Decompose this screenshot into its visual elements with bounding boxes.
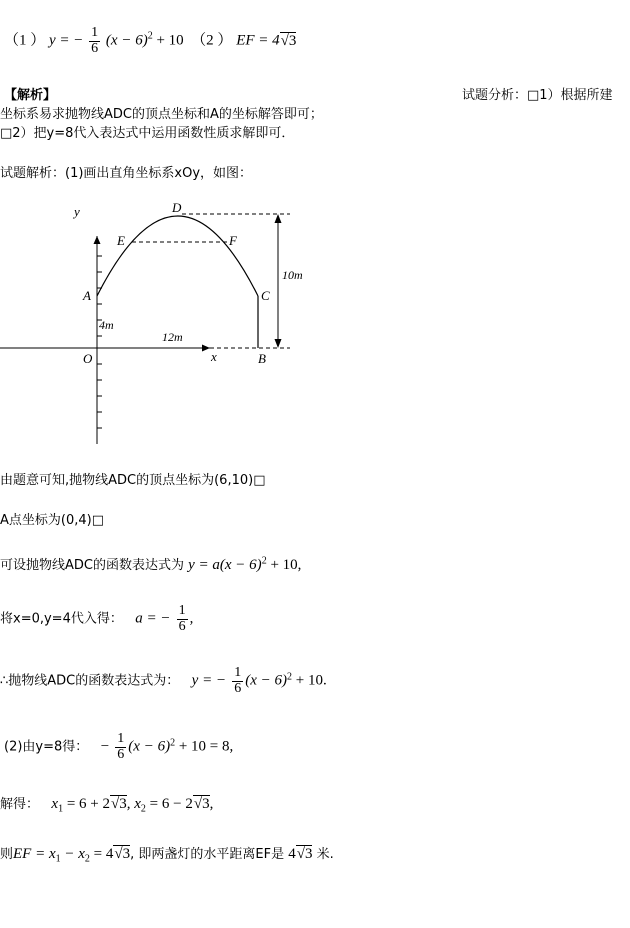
- answer-line: [4, 26, 296, 56]
- answer-part1-rhs: (x − 6): [105, 32, 148, 49]
- height-arrow-up: [275, 214, 282, 223]
- answer-part1-tail: + 10: [152, 32, 184, 49]
- x-axis-arrow: [202, 345, 210, 352]
- general-form-formula: y = a(x − 6): [188, 557, 262, 573]
- height-arrow-down: [275, 339, 282, 348]
- y-axis-arrow: [94, 236, 101, 244]
- fraction-denominator: 6: [91, 40, 99, 56]
- step-general-form: 可设抛物线ADC的函数表达式为 $y = a(x - 6)^2 + 10$,: [0, 555, 302, 573]
- function-fraction: $\frac{1}{6}$: [234, 665, 242, 696]
- equation-fraction: $\frac{1}{6}$: [117, 731, 125, 762]
- label-C: C: [261, 288, 270, 303]
- label-F: F: [229, 233, 237, 248]
- label-12m: 12m: [162, 330, 183, 344]
- analysis-right-note: 试题分析：□1）根据所建: [462, 88, 613, 103]
- solution-intro: 试题解析：(1)画出直角坐标系xOy，如图：: [0, 166, 253, 181]
- label-10m: 10m: [282, 268, 303, 282]
- step-final-function: ∴抛物线ADC的函数表达式为： y = − $\frac{1}{6}$ $(x - 6)^2 + 10$.: [0, 665, 327, 696]
- label-A: A: [83, 288, 91, 303]
- label-y: y: [74, 204, 80, 219]
- analysis-line1: 坐标系易求抛物线ADC的顶点坐标和A的坐标解答即可；: [0, 107, 323, 122]
- answer-part1-fraction: [89, 26, 100, 56]
- parabola-curve: [97, 216, 258, 296]
- a-fraction: $\frac{1}{6}$: [178, 603, 186, 634]
- step-vertex: 由题意可知,抛物线ADC的顶点坐标为(6,10)□: [0, 473, 266, 488]
- exponent: 2: [147, 30, 153, 42]
- analysis-heading: 【解析】: [4, 88, 57, 103]
- answer-part2-formula: EF = 4: [236, 32, 280, 49]
- step-solve: 解得： $x_1 = 6 + 2√3$, $x_2 = 6 - 2√3$,: [0, 796, 214, 815]
- answer-part1-marker: （1 ）: [4, 32, 46, 49]
- step-set-y8: (2)由y=8得： − $\frac{1}{6}$ $(x - 6)^2 + 10 = 8$,: [4, 731, 234, 762]
- label-E: E: [117, 233, 125, 248]
- step-conclusion: 则EF = $x_1 - x_2 = 4√3$, 即两盏灯的水平距离EF是 4√3 米.: [0, 846, 334, 865]
- label-4m: 4m: [99, 318, 114, 332]
- analysis-line2: □2）把y=8代入表达式中运用函数性质求解即可．: [0, 126, 295, 141]
- step-substitute: 将x=0,y=4代入得： a = − $\frac{1}{6}$ ,: [0, 603, 194, 634]
- fraction-numerator: 1: [91, 25, 99, 40]
- label-O: O: [83, 351, 93, 366]
- label-D: D: [172, 200, 182, 215]
- answer-part2-marker: （2 ）: [191, 32, 233, 49]
- sqrt-radicand: √3: [280, 32, 297, 49]
- step-point-A: A点坐标为(0,4)□: [0, 513, 104, 528]
- parabola-figure: [0, 196, 310, 451]
- label-x: x: [211, 349, 217, 364]
- label-B: B: [258, 351, 266, 366]
- y-axis-ticks: [97, 256, 102, 428]
- answer-part1-lhs: y = −: [49, 32, 84, 49]
